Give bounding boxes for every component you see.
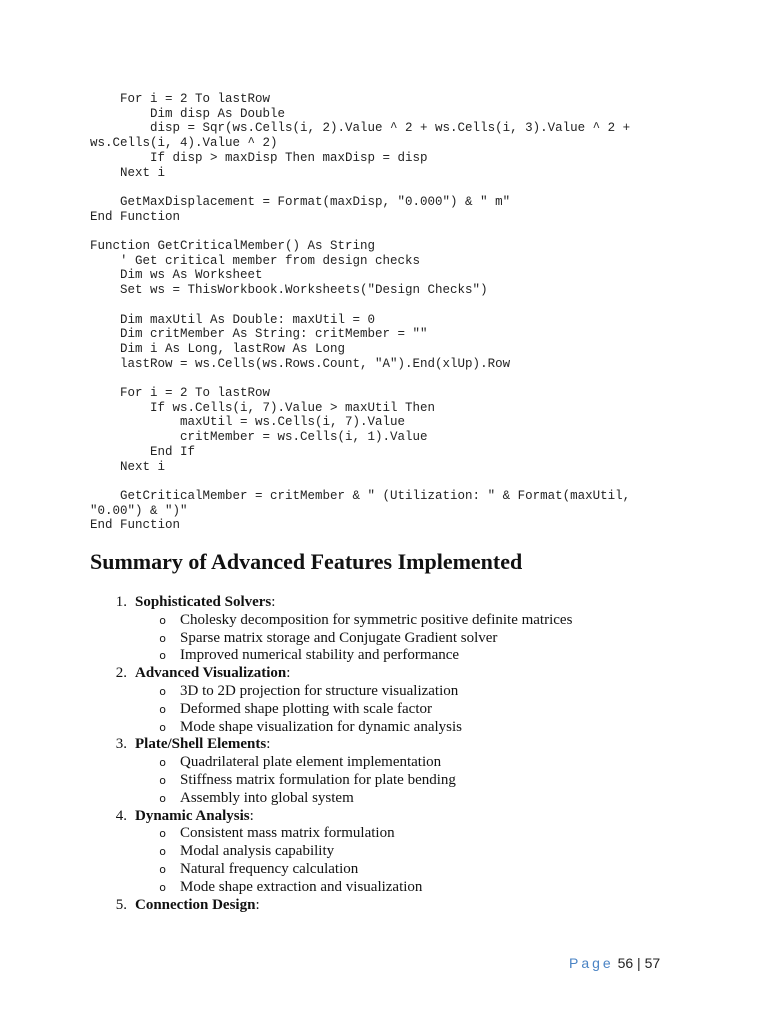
feature-sub-item [90, 843, 710, 861]
circle-bullet-icon: o [159, 862, 166, 876]
feature-name: Plate/Shell Elements [135, 736, 267, 753]
feature-name: Connection Design [135, 896, 256, 913]
feature-sub-item-text: 3D to 2D projection for structure visualization [180, 682, 459, 699]
feature-sub-item [90, 861, 710, 879]
feature-item [90, 808, 710, 897]
feature-sub-list [90, 612, 710, 665]
feature-heading-line [90, 736, 710, 754]
feature-sub-item-text: Cholesky decomposition for symmetric positive definite matrices [180, 611, 573, 628]
feature-number: 2. [115, 665, 127, 682]
feature-number: 1. [115, 594, 127, 610]
code-line: Dim ws As Worksheet [90, 268, 263, 283]
feature-sub-item-text: Improved numerical stability and performance [180, 647, 460, 664]
feature-sub-item [90, 683, 710, 701]
feature-sub-item-text: Mode shape extraction and visualization [180, 878, 423, 895]
code-line: GetCriticalMember = critMember & " (Utilization: " & Format(maxUtil, [90, 488, 631, 503]
code-listing [90, 92, 630, 533]
feature-suffix: : [249, 807, 254, 824]
circle-bullet-icon: o [159, 684, 166, 698]
feature-list [90, 594, 710, 914]
circle-bullet-icon: o [159, 649, 166, 663]
feature-number: 5. [115, 896, 127, 913]
feature-sub-item [90, 772, 710, 790]
code-line: For i = 2 To lastRow [90, 386, 271, 401]
code-line: Dim i As Long, lastRow As Long [90, 341, 346, 356]
code-line: Dim critMember As String: critMember = "" [90, 327, 428, 342]
circle-bullet-icon: o [159, 631, 166, 645]
section-heading: Summary of Advanced Features Implemented [90, 549, 523, 574]
feature-sub-list [90, 825, 710, 896]
feature-sub-list [90, 683, 710, 736]
feature-sub-item [90, 612, 710, 630]
feature-sub-item-text: Sparse matrix storage and Conjugate Gradient solver [180, 629, 498, 646]
feature-item [90, 736, 710, 807]
feature-name: Advanced Visualization [135, 665, 287, 682]
circle-bullet-icon: o [159, 756, 166, 770]
feature-item [90, 665, 710, 736]
feature-item [90, 594, 710, 665]
circle-bullet-icon: o [159, 827, 166, 841]
code-line: "0.00") & ")" [90, 503, 188, 518]
code-line: Set ws = ThisWorkbook.Worksheets("Design Checks") [90, 283, 488, 298]
feature-sub-item [90, 879, 710, 897]
code-line: critMember = ws.Cells(i, 1).Value [90, 430, 428, 445]
page-footer [569, 955, 660, 971]
feature-sub-item-text: Natural frequency calculation [180, 860, 359, 877]
feature-sub-item-text: Quadrilateral plate element implementation [180, 754, 442, 771]
circle-bullet-icon: o [159, 613, 166, 627]
code-line: Next i [90, 165, 166, 180]
feature-name: Sophisticated Solvers [135, 594, 272, 610]
feature-number: 4. [115, 807, 127, 824]
feature-heading-line [90, 665, 710, 683]
circle-bullet-icon: o [159, 791, 166, 805]
code-line: End Function [90, 518, 181, 533]
feature-sub-item-text: Deformed shape plotting with scale factor [180, 700, 432, 717]
feature-suffix: : [255, 896, 260, 913]
code-line: ' Get critical member from design checks [90, 253, 421, 268]
code-line: If ws.Cells(i, 7).Value > maxUtil Then [90, 400, 436, 415]
feature-name: Dynamic Analysis [135, 807, 250, 824]
code-line: lastRow = ws.Cells(ws.Rows.Count, "A").End(xlUp).Row [90, 356, 511, 371]
circle-bullet-icon: o [159, 702, 166, 716]
feature-sub-list [90, 754, 710, 807]
page-label: Page [569, 955, 614, 971]
feature-sub-item [90, 647, 710, 665]
feature-sub-item-text: Assembly into global system [180, 789, 354, 806]
code-line: For i = 2 To lastRow [90, 92, 271, 106]
feature-sub-item-text: Mode shape visualization for dynamic analysis [180, 718, 463, 735]
feature-heading-line [90, 594, 710, 612]
code-line: GetMaxDisplacement = Format(maxDisp, "0.000") & " m" [90, 194, 511, 209]
feature-sub-item [90, 754, 710, 772]
feature-sub-item-text: Stiffness matrix formulation for plate bending [180, 771, 456, 788]
code-line: Dim maxUtil As Double: maxUtil = 0 [90, 312, 376, 327]
code-line: End If [90, 444, 196, 459]
feature-sub-item-text: Consistent mass matrix formulation [180, 825, 395, 842]
circle-bullet-icon: o [159, 880, 166, 894]
code-line: ws.Cells(i, 4).Value ^ 2) [90, 136, 278, 151]
feature-heading-line [90, 897, 710, 915]
feature-sub-item [90, 719, 710, 737]
feature-sub-item [90, 630, 710, 648]
feature-sub-item [90, 790, 710, 808]
feature-heading-line [90, 808, 710, 826]
code-line: maxUtil = ws.Cells(i, 7).Value [90, 415, 406, 430]
circle-bullet-icon: o [159, 845, 166, 859]
circle-bullet-icon: o [159, 773, 166, 787]
feature-suffix: : [271, 594, 276, 610]
code-line: End Function [90, 209, 181, 224]
page-numbers: 56 | 57 [617, 955, 661, 971]
code-line: disp = Sqr(ws.Cells(i, 2).Value ^ 2 + ws.Cells(i, 3).Value ^ 2 + [90, 121, 631, 136]
feature-suffix: : [286, 665, 291, 682]
feature-sub-item [90, 825, 710, 843]
code-line: Next i [90, 459, 166, 474]
feature-item [90, 897, 710, 915]
feature-sub-item [90, 701, 710, 719]
circle-bullet-icon: o [159, 720, 166, 734]
code-line: Dim disp As Double [90, 106, 286, 121]
feature-sub-item-text: Modal analysis capability [180, 843, 335, 860]
feature-number: 3. [115, 736, 127, 753]
feature-suffix: : [266, 736, 271, 753]
code-line: Function GetCriticalMember() As String [90, 239, 376, 254]
code-line: If disp > maxDisp Then maxDisp = disp [90, 150, 428, 165]
